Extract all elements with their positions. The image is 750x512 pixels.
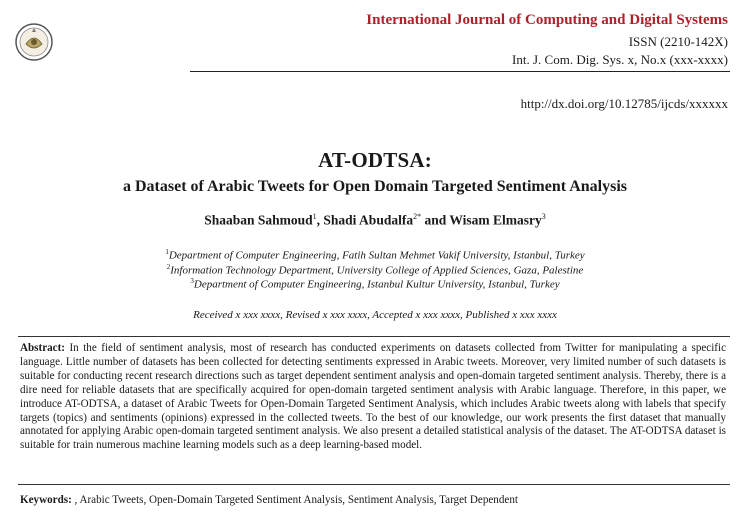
affiliation-text: Department of Computer Engineering, Istanbul Kultur University, Istanbul, Turkey bbox=[193, 278, 560, 291]
keywords-text: , Arabic Tweets, Open-Domain Targeted Sentiment Analysis, Sentiment Analysis, Target Dependent bbox=[74, 494, 518, 506]
abstract-text: In the field of sentiment analysis, most of research has conducted experiments on datasets collected from Twitter for manipulating a specific language. Little number of datasets has been collected for detecting sentiments expressed in Arabic tweets. Moreover, very limited number of such datasets is suitable for conducting recent research directions such as target dependent sentiment analysis and open-domain targeted sentiment analysis. Thereby, there is a dire need for reliable datasets that are specifically acquired for open-domain targeted sentiment analysis with Arabic language. Therefore, in this paper, we introduce AT-ODTSA, a dataset of Arabic Tweets for Open-Domain Targeted Sentiment Analysis, which includes Arabic tweets along with labels that specify targets (topics) and sentiments (opinions) expressed in the collected tweets. To the best of our knowledge, our work presents the first dataset that manually annotated for applying Arabic open-domain targeted sentiment analysis. We also present a detailed statistical analysis of the dataset. The AT-ODTSA dataset is suitable for train numerous machine learning models such as a deep learning-based model. bbox=[20, 342, 726, 452]
affiliation-marker: 3 bbox=[190, 277, 194, 285]
header-divider bbox=[190, 71, 730, 72]
affiliation-marker: 1 bbox=[165, 248, 169, 256]
doi-link[interactable]: http://dx.doi.org/10.12785/ijcds/xxxxxx bbox=[520, 96, 728, 111]
affiliation bbox=[0, 277, 750, 291]
affiliation-marker: 2 bbox=[166, 263, 171, 271]
author-separator: and bbox=[421, 212, 450, 228]
affiliation-text: Information Technology Department, University College of Applied Sciences, Gaza, Palestine bbox=[170, 264, 584, 277]
affiliation bbox=[0, 248, 750, 262]
issn: ISSN (2210-142X) bbox=[628, 34, 728, 49]
paper-subtitle: a Dataset of Arabic Tweets for Open Domain Targeted Sentiment Analysis bbox=[123, 178, 627, 195]
journal-title: International Journal of Computing and Digital Systems bbox=[366, 12, 728, 28]
author-list bbox=[0, 212, 750, 229]
keywords bbox=[20, 494, 730, 506]
journal-citation: Int. J. Com. Dig. Sys. x, No.x (xxx-xxxx) bbox=[512, 52, 728, 67]
author-name: Wisam Elmasry bbox=[449, 212, 542, 228]
author-name: Shadi Abudalfa bbox=[323, 212, 414, 228]
abstract-bottom-divider bbox=[18, 484, 730, 485]
author-name: Shaaban Sahmoud bbox=[204, 212, 313, 228]
abstract-top-divider bbox=[18, 336, 730, 337]
author-affiliation-marker: 1 bbox=[312, 212, 317, 221]
publication-dates: Received x xxx xxxx, Revised x xxx xxxx, Accepted x xxx xxxx, Published x xxx xxxx bbox=[193, 309, 557, 321]
author-affiliation-marker: 2* bbox=[413, 212, 422, 221]
abstract bbox=[20, 342, 726, 453]
affiliation bbox=[0, 263, 750, 277]
affiliation-text: Department of Computer Engineering, Fatih Sultan Mehmet Vakif University, Istanbul, Turkey bbox=[168, 249, 585, 262]
author-affiliation-marker: 3 bbox=[541, 212, 546, 221]
journal-seal-logo bbox=[14, 22, 54, 62]
keywords-label: Keywords: bbox=[20, 494, 72, 506]
author-separator: , bbox=[316, 212, 324, 228]
paper-title: AT-ODTSA: bbox=[318, 148, 432, 172]
abstract-label: Abstract: bbox=[20, 342, 65, 354]
